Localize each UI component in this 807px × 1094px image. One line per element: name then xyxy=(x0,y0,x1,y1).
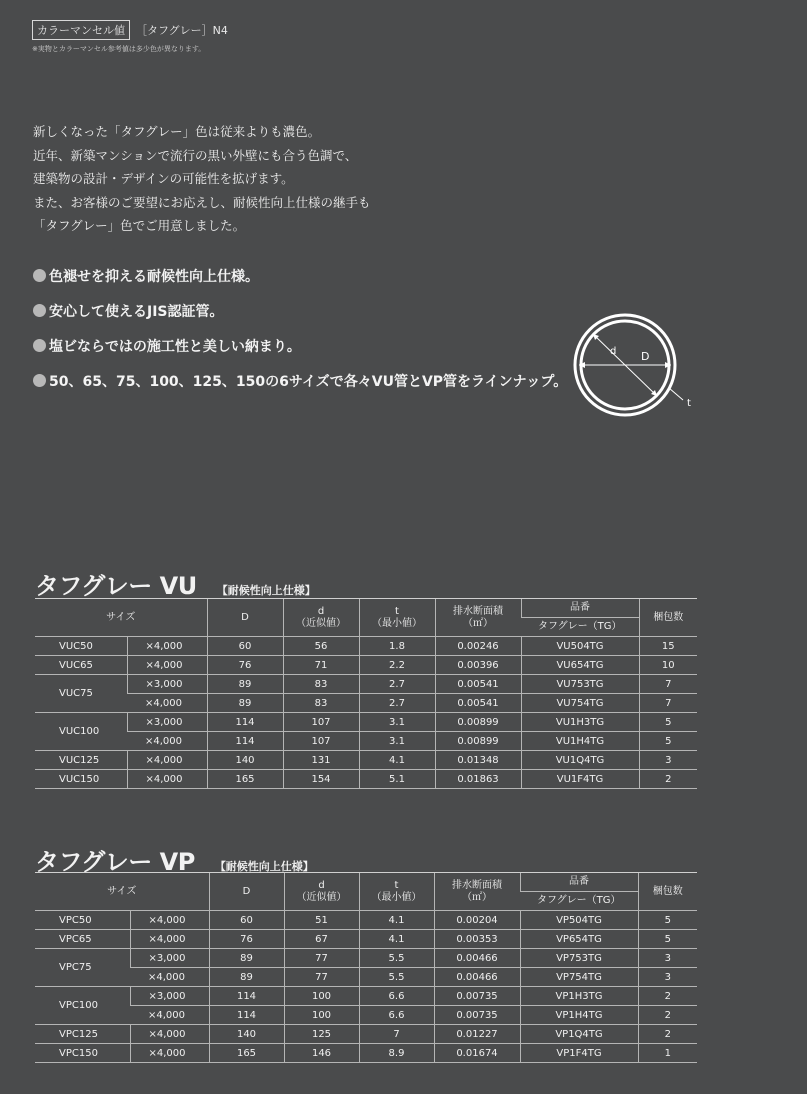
feature-item xyxy=(33,363,567,398)
area-header xyxy=(434,873,520,911)
t-cell: 2.2 xyxy=(359,656,435,675)
length-cell: ×4,000 xyxy=(130,930,209,949)
length-cell: ×4,000 xyxy=(130,1044,209,1063)
length-cell: ×4,000 xyxy=(127,751,207,770)
intro-text xyxy=(33,120,371,238)
table-row xyxy=(35,1044,697,1063)
size-cell: VPC100 xyxy=(35,987,130,1025)
part-sub-header: タフグレー（TG） xyxy=(521,618,639,637)
part-cell: VU1H3TG xyxy=(521,713,639,732)
feature-text: 色褪せを抑える耐候性向上仕様。 xyxy=(49,268,259,285)
intro-line: 新しくなった「タフグレー」色は従来よりも濃色。 xyxy=(33,124,321,139)
size-cell: VPC75 xyxy=(35,949,130,987)
d-cell: 77 xyxy=(284,949,359,968)
pack-cell: 2 xyxy=(638,987,697,1006)
pack-cell: 5 xyxy=(638,930,697,949)
area-header-sub: （㎡） xyxy=(463,617,493,629)
part-sub-header: タフグレー（TG） xyxy=(520,892,638,911)
t-label: t xyxy=(687,398,691,409)
size-cell: VUC65 xyxy=(35,656,127,675)
area-cell: 0.01863 xyxy=(435,770,521,789)
feature-text: 50、65、75、100、125、150の6サイズで各々VU管とVP管をラインナップ。 xyxy=(49,373,568,390)
part-cell: VP1Q4TG xyxy=(520,1025,638,1044)
table-header-row xyxy=(35,599,697,618)
D-cell: 165 xyxy=(209,1044,284,1063)
part-cell: VP1F4TG xyxy=(520,1044,638,1063)
vp-spec-table xyxy=(35,872,697,1063)
pack-cell: 3 xyxy=(638,968,697,987)
feature-item xyxy=(33,258,567,293)
table-header-row xyxy=(35,873,697,892)
size-cell: VPC150 xyxy=(35,1044,130,1063)
table-row xyxy=(35,732,697,751)
t-cell: 3.1 xyxy=(359,732,435,751)
t-cell: 3.1 xyxy=(359,713,435,732)
t-header xyxy=(359,873,434,911)
table-row xyxy=(35,770,697,789)
t-cell: 5.1 xyxy=(359,770,435,789)
D-cell: 165 xyxy=(207,770,283,789)
D-header: D xyxy=(209,873,284,911)
feature-text: 安心して使えるJIS認証管。 xyxy=(49,303,224,320)
area-cell: 0.00246 xyxy=(435,637,521,656)
part-cell: VU654TG xyxy=(521,656,639,675)
feature-text: 塩ビならではの施工性と美しい納まり。 xyxy=(49,338,301,355)
d-header-main: d xyxy=(317,605,325,617)
size-cell: VPC50 xyxy=(35,911,130,930)
vu-section-title xyxy=(35,566,316,601)
vp-title: タフグレー VP xyxy=(35,848,195,876)
length-cell: ×3,000 xyxy=(127,675,207,694)
D-header: D xyxy=(207,599,283,637)
D-cell: 89 xyxy=(209,949,284,968)
table-row xyxy=(35,751,697,770)
pack-header: 梱包数 xyxy=(638,873,697,911)
table-row xyxy=(35,713,697,732)
table-row xyxy=(35,930,697,949)
size-cell: VUC150 xyxy=(35,770,127,789)
D-cell: 140 xyxy=(207,751,283,770)
pack-cell: 3 xyxy=(638,949,697,968)
pack-header: 梱包数 xyxy=(639,599,697,637)
d-header-sub: （近似値） xyxy=(296,617,346,629)
munsell-value: ［タフグレー］N4 xyxy=(136,24,228,37)
area-cell: 0.00396 xyxy=(435,656,521,675)
D-cell: 114 xyxy=(207,713,283,732)
t-cell: 5.5 xyxy=(359,968,434,987)
t-cell: 6.6 xyxy=(359,987,434,1006)
d-cell: 67 xyxy=(284,930,359,949)
part-cell: VP1H3TG xyxy=(520,987,638,1006)
table-row xyxy=(35,949,697,968)
t-cell: 4.1 xyxy=(359,911,434,930)
part-cell: VP1H4TG xyxy=(520,1006,638,1025)
D-cell: 76 xyxy=(207,656,283,675)
t-cell: 2.7 xyxy=(359,694,435,713)
d-header xyxy=(283,599,359,637)
vu-spec-table xyxy=(35,598,697,789)
t-cell: 8.9 xyxy=(359,1044,434,1063)
D-cell: 114 xyxy=(209,987,284,1006)
area-cell: 0.00899 xyxy=(435,713,521,732)
area-cell: 0.00204 xyxy=(434,911,520,930)
pack-cell: 3 xyxy=(639,751,697,770)
D-cell: 114 xyxy=(207,732,283,751)
part-cell: VU1F4TG xyxy=(521,770,639,789)
size-cell: VPC125 xyxy=(35,1025,130,1044)
size-header: サイズ xyxy=(35,599,207,637)
d-label: d xyxy=(610,346,617,357)
area-cell: 0.01348 xyxy=(435,751,521,770)
part-cell: VU1H4TG xyxy=(521,732,639,751)
part-header: 品番 xyxy=(520,873,638,892)
part-cell: VU1Q4TG xyxy=(521,751,639,770)
feature-item xyxy=(33,328,567,363)
area-cell: 0.00353 xyxy=(434,930,520,949)
length-cell: ×4,000 xyxy=(130,968,209,987)
length-cell: ×4,000 xyxy=(130,911,209,930)
pack-cell: 5 xyxy=(638,911,697,930)
size-header: サイズ xyxy=(35,873,209,911)
t-cell: 7 xyxy=(359,1025,434,1044)
D-cell: 76 xyxy=(209,930,284,949)
table-row xyxy=(35,1006,697,1025)
D-cell: 60 xyxy=(209,911,284,930)
table-row xyxy=(35,968,697,987)
area-cell: 0.01674 xyxy=(434,1044,520,1063)
d-cell: 51 xyxy=(284,911,359,930)
D-cell: 60 xyxy=(207,637,283,656)
pack-cell: 5 xyxy=(639,732,697,751)
d-cell: 107 xyxy=(283,713,359,732)
D-cell: 89 xyxy=(207,675,283,694)
size-cell: VPC65 xyxy=(35,930,130,949)
area-cell: 0.00466 xyxy=(434,949,520,968)
table-row xyxy=(35,694,697,713)
intro-line: 建築物の設計・デザインの可能性を拡げます。 xyxy=(33,171,294,186)
pack-cell: 10 xyxy=(639,656,697,675)
length-cell: ×4,000 xyxy=(127,770,207,789)
size-cell: VUC75 xyxy=(35,675,127,713)
pack-cell: 15 xyxy=(639,637,697,656)
munsell-header xyxy=(32,20,228,54)
pack-cell: 2 xyxy=(638,1025,697,1044)
pack-cell: 7 xyxy=(639,675,697,694)
area-header-main: 排水断面積 xyxy=(453,605,503,617)
t-cell: 6.6 xyxy=(359,1006,434,1025)
pack-cell: 2 xyxy=(638,1006,697,1025)
length-cell: ×4,000 xyxy=(127,694,207,713)
t-cell: 4.1 xyxy=(359,751,435,770)
pack-cell: 5 xyxy=(639,713,697,732)
bullet-icon xyxy=(33,304,46,317)
table-row xyxy=(35,987,697,1006)
D-cell: 114 xyxy=(209,1006,284,1025)
length-cell: ×4,000 xyxy=(130,1025,209,1044)
d-cell: 83 xyxy=(283,694,359,713)
feature-item xyxy=(33,293,567,328)
d-cell: 146 xyxy=(284,1044,359,1063)
d-header-main: d xyxy=(318,879,325,891)
length-cell: ×3,000 xyxy=(130,949,209,968)
part-cell: VP504TG xyxy=(520,911,638,930)
t-cell: 2.7 xyxy=(359,675,435,694)
t-header-main: t xyxy=(395,605,399,617)
size-cell: VUC125 xyxy=(35,751,127,770)
part-cell: VP654TG xyxy=(520,930,638,949)
table-row xyxy=(35,1025,697,1044)
t-cell: 5.5 xyxy=(359,949,434,968)
D-cell: 89 xyxy=(209,968,284,987)
length-cell: ×4,000 xyxy=(127,637,207,656)
part-cell: VP753TG xyxy=(520,949,638,968)
feature-list xyxy=(33,258,567,398)
t-header xyxy=(359,599,435,637)
d-cell: 125 xyxy=(284,1025,359,1044)
d-header xyxy=(284,873,359,911)
munsell-label: カラーマンセル値 xyxy=(32,20,130,40)
intro-line: また、お客様のご要望にお応えし、耐候性向上仕様の継手も xyxy=(33,194,371,210)
d-cell: 56 xyxy=(283,637,359,656)
vu-tag: 【耐候性向上仕様】 xyxy=(216,584,316,597)
t-cell: 4.1 xyxy=(359,930,434,949)
part-cell: VU753TG xyxy=(521,675,639,694)
d-cell: 100 xyxy=(284,1006,359,1025)
area-cell: 0.00541 xyxy=(435,675,521,694)
size-cell: VUC100 xyxy=(35,713,127,751)
length-cell: ×4,000 xyxy=(130,1006,209,1025)
d-cell: 83 xyxy=(283,675,359,694)
area-header-sub: （㎡） xyxy=(462,891,492,903)
part-header: 品番 xyxy=(521,599,639,618)
t-header-main: t xyxy=(394,879,399,891)
d-cell: 100 xyxy=(284,987,359,1006)
d-cell: 131 xyxy=(283,751,359,770)
d-cell: 71 xyxy=(283,656,359,675)
vu-title: タフグレー VU xyxy=(35,572,197,600)
pipe-cross-section-diagram xyxy=(565,300,705,420)
vp-tag: 【耐候性向上仕様】 xyxy=(214,860,314,873)
table-row xyxy=(35,656,697,675)
table-row xyxy=(35,911,697,930)
D-cell: 89 xyxy=(207,694,283,713)
t-cell: 1.8 xyxy=(359,637,435,656)
t-header-sub: （最小値） xyxy=(371,891,422,903)
intro-line: 「タフグレー」色でご用意しました。 xyxy=(33,218,246,233)
part-cell: VU504TG xyxy=(521,637,639,656)
length-cell: ×3,000 xyxy=(127,713,207,732)
d-header-sub: （近似値） xyxy=(296,891,347,903)
table-row xyxy=(35,675,697,694)
thickness-leader xyxy=(669,388,683,400)
size-cell: VUC50 xyxy=(35,637,127,656)
d-cell: 154 xyxy=(283,770,359,789)
intro-line: 近年、新築マンションで流行の黒い外壁にも合う色調で、 xyxy=(33,147,358,163)
bullet-icon xyxy=(33,374,46,387)
D-label: D xyxy=(641,350,650,363)
area-cell: 0.00466 xyxy=(434,968,520,987)
t-header-sub: （最小値） xyxy=(372,617,422,629)
munsell-row xyxy=(32,20,228,40)
length-cell: ×4,000 xyxy=(127,656,207,675)
area-cell: 0.00735 xyxy=(434,1006,520,1025)
area-header xyxy=(435,599,521,637)
bullet-icon xyxy=(33,269,46,282)
area-cell: 0.00541 xyxy=(435,694,521,713)
area-cell: 0.00735 xyxy=(434,987,520,1006)
d-cell: 107 xyxy=(283,732,359,751)
area-cell: 0.01227 xyxy=(434,1025,520,1044)
d-cell: 77 xyxy=(284,968,359,987)
area-cell: 0.00899 xyxy=(435,732,521,751)
pack-cell: 1 xyxy=(638,1044,697,1063)
length-cell: ×4,000 xyxy=(127,732,207,751)
pack-cell: 2 xyxy=(639,770,697,789)
color-note: ※実物とカラーマンセル参考値は多少色が異なります。 xyxy=(32,45,206,53)
length-cell: ×3,000 xyxy=(130,987,209,1006)
D-cell: 140 xyxy=(209,1025,284,1044)
area-header-main: 排水断面積 xyxy=(452,879,502,891)
part-cell: VP754TG xyxy=(520,968,638,987)
table-row xyxy=(35,637,697,656)
pack-cell: 7 xyxy=(639,694,697,713)
part-cell: VU754TG xyxy=(521,694,639,713)
bullet-icon xyxy=(33,339,46,352)
